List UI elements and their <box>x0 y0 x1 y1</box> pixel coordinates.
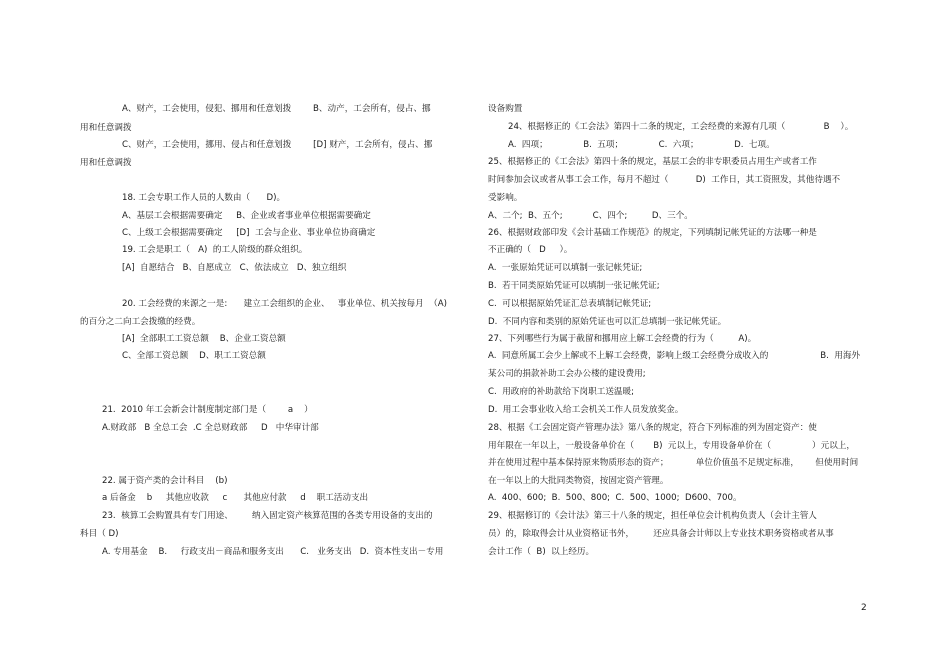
question-26-cont: 不正确的（ D ）。 <box>488 245 573 255</box>
q26-option-a: A. 一张原始凭证可以填制一张记帐凭证; <box>488 263 643 273</box>
q17-options-cd: C、财产，工会使用，挪用、侵占和任意划拨 [D] 财产，工会所有，侵占、挪 <box>122 140 433 150</box>
question-25-cont-2: 受影响。 <box>488 193 523 203</box>
question-28: 28、根据《工会固定资产管理办法》第八条的规定，符合下列标准的列为固定资产：使 <box>488 423 817 433</box>
q21-options: A.财政部 B 全总工会 .C 全总财政部 D 中华审计部 <box>102 423 319 433</box>
q18-options-cd: C、上级工会根据需要确定 [D] 工会与企业、事业单位协商确定 <box>122 228 376 238</box>
question-20: 20. 工会经费的来源之一是: 建立工会组织的企业、 事业单位、机关按每月 （A) <box>122 299 447 309</box>
q27-option-b: 某公司的捐款补助工会办公楼的建设费用; <box>488 369 646 379</box>
q26-option-d: D. 不同内容和类别的原始凭证也可以汇总填制一张记帐凭证。 <box>488 317 727 327</box>
q20-options-ab: [A] 全部职工工资总额 B、企业工资总额 <box>122 334 286 344</box>
q17-options-ab: A、财产，工会使用，侵犯、挪用和任意划拨 B、动产，工会所有，侵占、挪 <box>122 104 431 114</box>
q27-option-a: A. 同意所属工会少上解或不上解工会经费，影响上级工会经费分成收入的 B. 用海外 <box>488 351 861 361</box>
q28-options: A. 400、600; B. 500、800; C. 500、1000; D600、700。 <box>488 493 742 503</box>
q27-option-d: D. 用工会事业收入给工会机关工作人员发放奖金。 <box>488 405 684 415</box>
question-20-cont: 的百分之二向工会拨缴的经费。 <box>80 317 201 327</box>
question-29-cont-2: 会计工作（ B) 以上经历。 <box>488 547 595 557</box>
question-22: 22. 属于资产类的会计科目 (b) <box>102 476 228 486</box>
q25-options: A、二个; B、五个; C、四个; D、三个。 <box>488 211 693 221</box>
question-24: 24、根据修正的《工会法》第四十二条的规定，工会经费的来源有几项（ B ）。 <box>508 122 854 132</box>
q26-option-c: C. 可以根据原始凭证汇总表填制记帐凭证; <box>488 299 652 309</box>
q23-options: A. 专用基金 B. 行政支出－商品和服务支出 C. 业务支出 D. 资本性支出－专用 <box>102 547 444 557</box>
q26-option-b: B. 若干同类原始凭证可以填制一张记帐凭证; <box>488 281 660 291</box>
question-25: 25、根据修正的《工会法》第四十条的规定，基层工会的非专职委员占用生产或者工作 <box>488 157 817 167</box>
question-19: 19. 工会是职工（ A) 的工人阶级的群众组织。 <box>122 245 308 255</box>
question-28-cont-3: 在一年以上的大批同类物资，按固定资产管理。 <box>488 476 669 486</box>
question-28-cont-2: 并在使用过程中基本保持原来物质形态的资产； 单位价值虽不足规定标准， 但使用时间 <box>488 458 859 468</box>
q17-options-ab-cont: 用和任意调拨 <box>80 123 132 133</box>
question-18: 18. 工会专职工作人员的人数由（ D)。 <box>122 193 286 203</box>
question-25-cont: 时间参加会议或者从事工会工作，每月不超过（ D) 工作日，其工资照发，其他待遇不 <box>488 175 841 185</box>
q18-options-ab: A、基层工会根据需要确定 B、企业或者事业单位根据需要确定 <box>122 211 371 221</box>
q19-options: [A] 自愿结合 B、自愿成立 C、依法成立 D、独立组织 <box>122 263 347 273</box>
question-21: 21. 2010 年工会新会计制度制定部门是（ a ） <box>102 405 313 415</box>
q17-options-cd-cont: 用和任意调拨 <box>80 158 132 168</box>
question-29-cont: 员）的，除取得会计从业资格证书外， 还应具备会计师以上专业技术职务资格或者从事 <box>488 529 834 539</box>
page-number: 2 <box>861 603 867 613</box>
q20-options-cd: C、全部工资总额 D、职工工资总额 <box>122 351 266 361</box>
q22-options: a 后备金 b 其他应收款 c 其他应付款 d 职工活动支出 <box>102 493 369 503</box>
question-26: 26、根据财政部印发《会计基础工作规范》的规定，下列填制记帐凭证的方法哪一种是 <box>488 228 817 238</box>
q27-option-c: C. 用政府的补助款给下岗职工送温暖; <box>488 387 634 397</box>
q24-options: A. 四项； B. 五项； C. 六项； D. 七项。 <box>508 140 775 150</box>
question-27: 27、下列哪些行为属于截留和挪用应上解工会经费的行为（ A)。 <box>488 334 757 344</box>
question-23: 23. 核算工会购置具有专门用途、 纳入固定资产核算范围的各类专用设备的支出的 <box>102 511 433 521</box>
question-28-cont: 用年限在一年以上，一般设备单价在（ B) 元以上，专用设备单价在（ ）元以上， <box>488 441 855 451</box>
question-29: 29、根据修订的《会计法》第三十八条的规定，担任单位会计机构负责人（会计主管人 <box>488 511 817 521</box>
question-23-cont: 科目（ D) <box>80 529 119 539</box>
q23-options-cont: 设备购置 <box>488 104 523 114</box>
